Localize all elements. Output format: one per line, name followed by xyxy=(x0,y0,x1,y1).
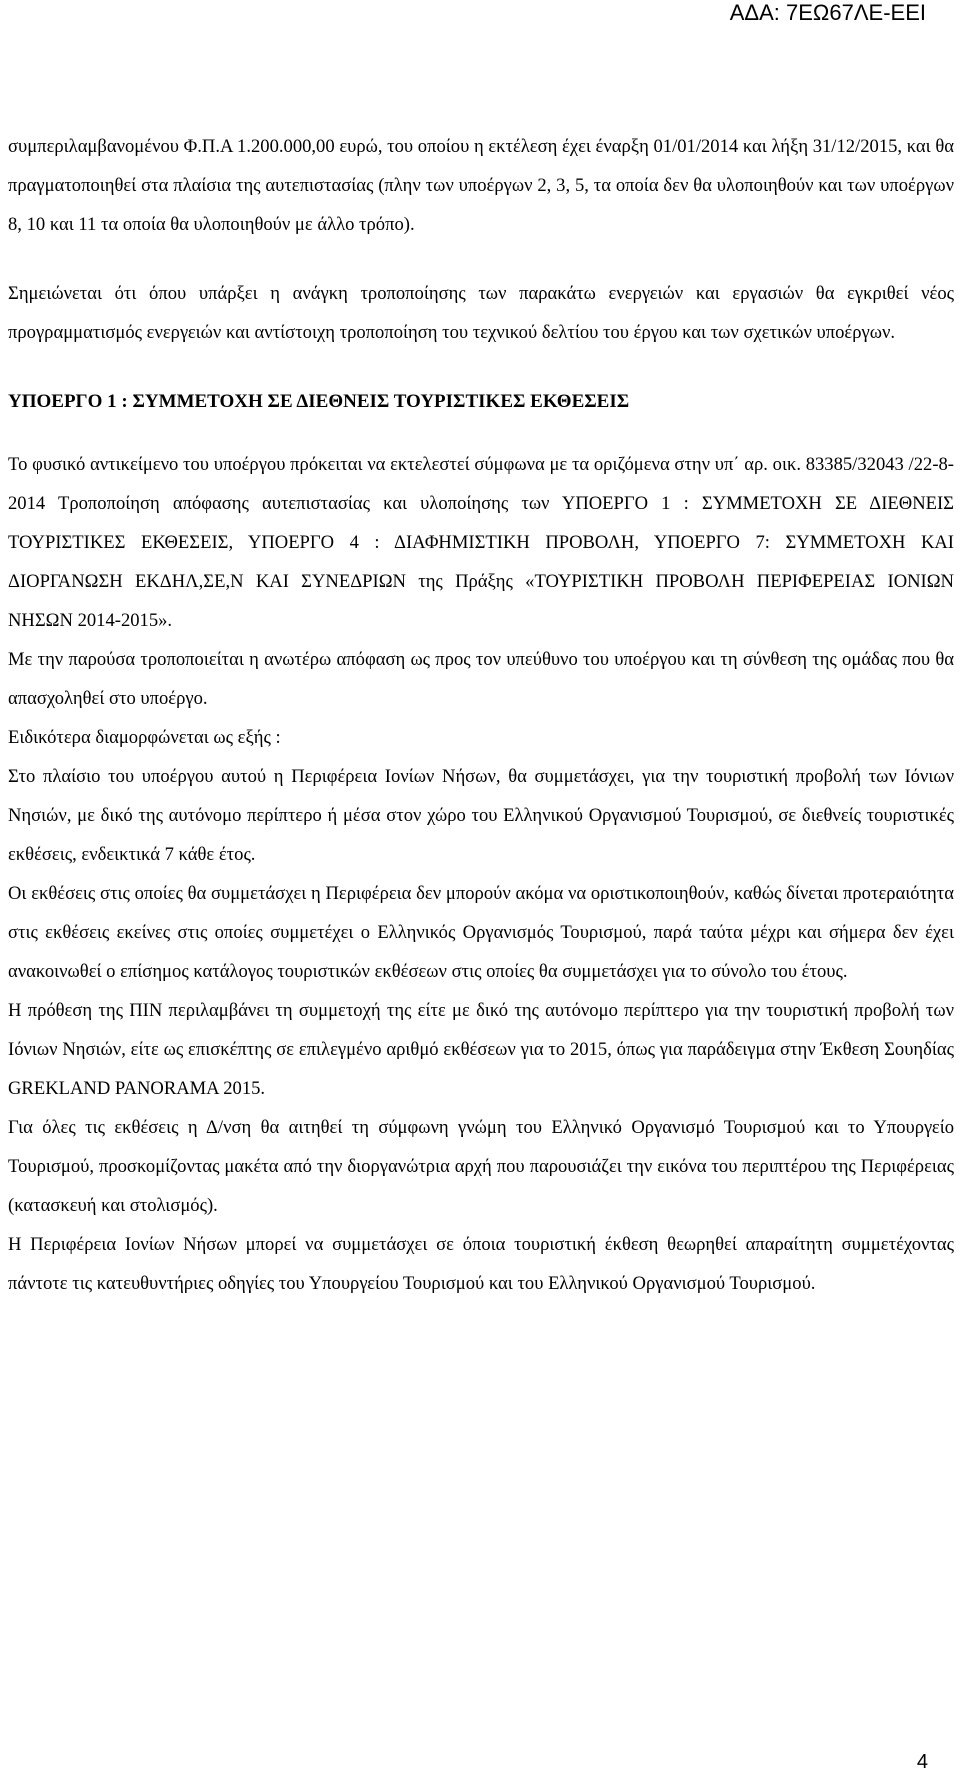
section-paragraph: Στο πλαίσιο του υποέργου αυτού η Περιφέρεια Ιονίων Νήσων, θα συμμετάσχει, για την τουριστική προβολή των Ιόνιων Νησιών, με δικό της αυτόνομο περίπτερο ή μέσα στον χώρο του Ελληνικού Οργανισμού Τουρισμού, σε διεθνείς τουριστικές εκθέσεις, ενδεικτικά 7 κάθε έτος. xyxy=(8,766,954,865)
section-paragraph: Για όλες τις εκθέσεις η Δ/νση θα αιτηθεί τη σύμφωνη γνώμη του Ελληνικό Οργανισμό Τουρισμού και το Υπουργείο Τουρισμού, προσκομίζοντας μακέτα από την διοργανώτρια αρχή που παρουσιάζει την εικόνα του περιπτέρου της Περιφέρειας (κατασκευή και στολισμός). xyxy=(8,1117,954,1216)
section-paragraph: Με την παρούσα τροποποιείται η ανωτέρω απόφαση ως προς τον υπεύθυνο του υποέργου και τη σύνθεση της ομάδας που θα απασχοληθεί στο υποέργο. xyxy=(8,649,954,709)
section-paragraph: Η πρόθεση της ΠΙΝ περιλαμβάνει τη συμμετοχή της είτε με δικό της αυτόνομο περίπτερο για την τουριστική προβολή των Ιόνιων Νησιών, είτε ως επισκέπτης σε επιλεγμένο αριθμό εκθέσεων για το 2015, όπως για παράδειγμα στην Έκθεση Σουηδίας GREKLAND PANORAMA 2015. xyxy=(8,1000,954,1099)
document-body xyxy=(8,127,954,1303)
section-paragraph: Η Περιφέρεια Ιονίων Νήσων μπορεί να συμμετάσχει σε όποια τουριστική έκθεση θεωρηθεί απαραίτητη συμμετέχοντας πάντοτε τις κατευθυντήριες οδηγίες του Υπουργείου Τουρισμού και του Ελληνικού Οργανισμού Τουρισμού. xyxy=(8,1234,954,1294)
ada-code: ΑΔΑ: 7ΕΩ67ΛΕ-ΕΕΙ xyxy=(729,0,926,25)
section-paragraph: Το φυσικό αντικείμενο του υποέργου πρόκειται να εκτελεστεί σύμφωνα με τα οριζόμενα στην υπ΄ αρ. οικ. 83385/32043 /22-8-2014 Τροποποίηση απόφασης αυτεπιστασίας και υλοποίησης των ΥΠΟΕΡΓΟ 1 : ΣΥΜΜΕΤΟΧΗ ΣΕ ΔΙΕΘΝΕΙΣ ΤΟΥΡΙΣΤΙΚΕΣ ΕΚΘΕΣΕΙΣ, ΥΠΟΕΡΓΟ 4 : ΔΙΑΦΗΜΙΣΤΙΚΗ ΠΡΟΒΟΛΗ, ΥΠΟΕΡΓΟ 7: ΣΥΜΜΕΤΟΧΗ ΚΑΙ ΔΙΟΡΓΑΝΩΣΗ ΕΚΔΗΛ,ΣΕ,Ν ΚΑΙ ΣΥΝΕΔΡΙΩΝ της Πράξης «ΤΟΥΡΙΣΤΙΚΗ ΠΡΟΒΟΛΗ ΠΕΡΙΦΕΡΕΙΑΣ ΙΟΝΙΩΝ ΝΗΣΩΝ 2014-2015». xyxy=(8,454,954,631)
section-heading: ΥΠΟΕΡΓΟ 1 : ΣΥΜΜΕΤΟΧΗ ΣΕ ΔΙΕΘΝΕΙΣ ΤΟΥΡΙΣΤΙΚΕΣ ΕΚΘΕΣΕΙΣ xyxy=(8,391,630,412)
page-number: 4 xyxy=(916,1751,928,1773)
section-paragraph: Ειδικότερα διαμορφώνεται ως εξής : xyxy=(8,727,281,748)
paragraph-note: Σημειώνεται ότι όπου υπάρξει η ανάγκη τροποποίησης των παρακάτω ενεργειών και εργασιών θα εγκριθεί νέος προγραμματισμός ενεργειών και αντίστοιχη τροποποίηση του τεχνικού δελτίου του έργου και των σχετικών υποέργων. xyxy=(8,283,954,343)
section-paragraph: Οι εκθέσεις στις οποίες θα συμμετάσχει η Περιφέρεια δεν μπορούν ακόμα να οριστικοποιηθούν, καθώς δίνεται προτεραιότητα στις εκθέσεις εκείνες στις οποίες συμμετέχει ο Ελληνικός Οργανισμός Τουρισμού, παρά ταύτα μέχρι και σήμερα δεν έχει ανακοινωθεί ο επίσημος κατάλογος τουριστικών εκθέσεων στις οποίες θα συμμετάσχει για το σύνολο του έτους. xyxy=(8,883,954,982)
paragraph-continuation: συμπεριλαμβανομένου Φ.Π.Α 1.200.000,00 ευρώ, του οποίου η εκτέλεση έχει έναρξη 01/01/2014 και λήξη 31/12/2015, και θα πραγματοποιηθεί στα πλαίσια της αυτεπιστασίας (πλην των υποέργων 2, 3, 5, τα οποία δεν θα υλοποιηθούν και των υποέργων 8, 10 και 11 τα οποία θα υλοποιηθούν με άλλο τρόπο). xyxy=(8,136,954,235)
